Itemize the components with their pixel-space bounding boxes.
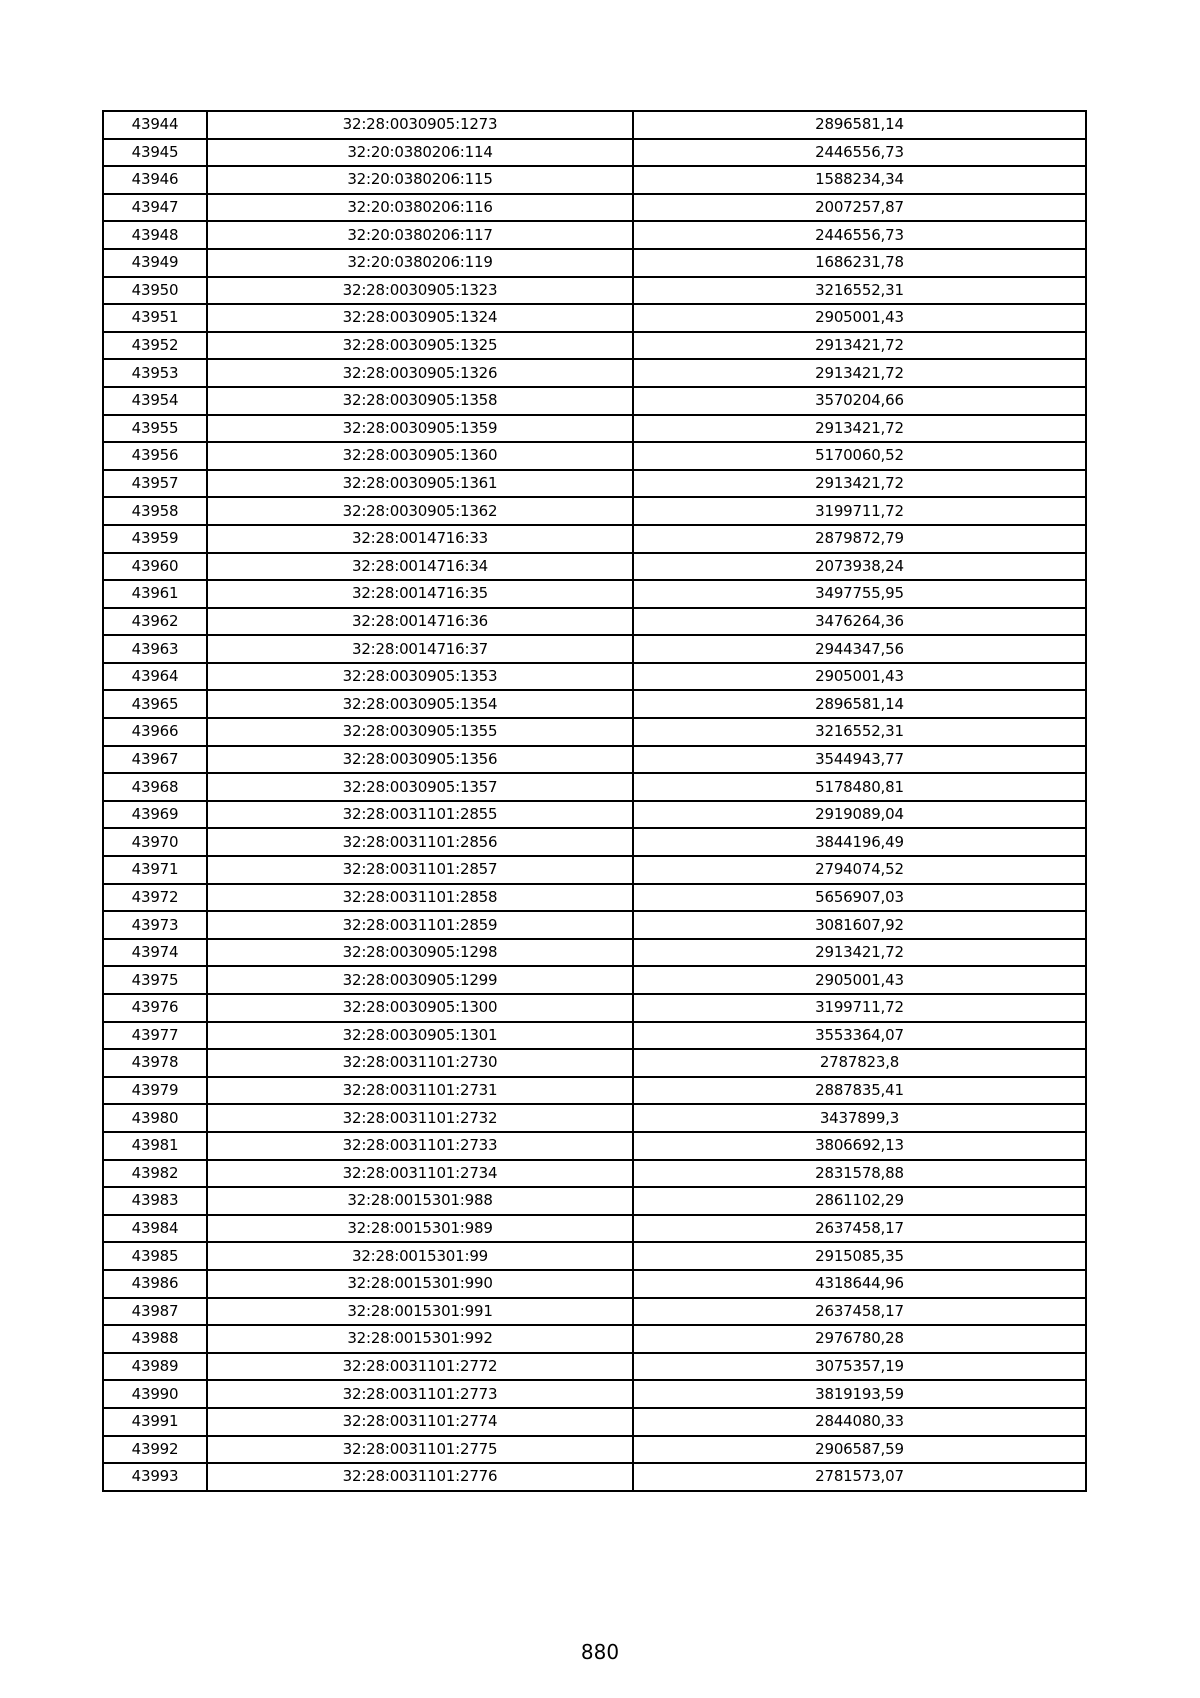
table-row	[103, 249, 1086, 277]
row-number-cell: 43948	[103, 221, 207, 249]
cadastral-number-cell: 32:28:0015301:991	[207, 1298, 633, 1326]
cadastral-number-cell: 32:28:0031101:2773	[207, 1380, 633, 1408]
table-row	[103, 1408, 1086, 1436]
table-row	[103, 1325, 1086, 1353]
table-row	[103, 1049, 1086, 1077]
cadastral-value-cell: 5178480,81	[633, 773, 1086, 801]
cadastral-value-cell: 2919089,04	[633, 801, 1086, 829]
table-row	[103, 111, 1086, 139]
cadastral-value-cell: 2905001,43	[633, 663, 1086, 691]
cadastral-value-cell: 2913421,72	[633, 470, 1086, 498]
row-number-cell: 43990	[103, 1380, 207, 1408]
row-number-cell: 43988	[103, 1325, 207, 1353]
cadastral-number-cell: 32:28:0030905:1323	[207, 277, 633, 305]
cadastral-value-cell: 2861102,29	[633, 1187, 1086, 1215]
table-row	[103, 1242, 1086, 1270]
cadastral-number-cell: 32:28:0030905:1325	[207, 332, 633, 360]
cadastral-number-cell: 32:28:0030905:1360	[207, 442, 633, 470]
row-number-cell: 43955	[103, 415, 207, 443]
cadastral-number-cell: 32:28:0031101:2733	[207, 1132, 633, 1160]
cadastral-value-cell: 2781573,07	[633, 1463, 1086, 1491]
row-number-cell: 43958	[103, 497, 207, 525]
row-number-cell: 43971	[103, 856, 207, 884]
cadastral-value-cell: 2794074,52	[633, 856, 1086, 884]
cadastral-value-cell: 2944347,56	[633, 635, 1086, 663]
cadastral-number-cell: 32:28:0030905:1298	[207, 939, 633, 967]
cadastral-value-cell: 2976780,28	[633, 1325, 1086, 1353]
table-row	[103, 359, 1086, 387]
cadastral-value-cell: 2905001,43	[633, 304, 1086, 332]
cadastral-value-cell: 4318644,96	[633, 1270, 1086, 1298]
table-row	[103, 1463, 1086, 1491]
cadastral-number-cell: 32:28:0030905:1362	[207, 497, 633, 525]
cadastral-number-cell: 32:28:0015301:988	[207, 1187, 633, 1215]
table-row	[103, 856, 1086, 884]
cadastral-number-cell: 32:28:0030905:1326	[207, 359, 633, 387]
cadastral-number-cell: 32:28:0031101:2855	[207, 801, 633, 829]
cadastral-number-cell: 32:28:0031101:2734	[207, 1160, 633, 1188]
table-row	[103, 304, 1086, 332]
table-row	[103, 166, 1086, 194]
table-row	[103, 1104, 1086, 1132]
cadastral-value-cell: 2073938,24	[633, 553, 1086, 581]
cadastral-value-cell: 2906587,59	[633, 1436, 1086, 1464]
cadastral-value-table	[102, 110, 1087, 1492]
table-row	[103, 221, 1086, 249]
cadastral-value-cell: 3199711,72	[633, 994, 1086, 1022]
cadastral-value-cell: 5656907,03	[633, 884, 1086, 912]
row-number-cell: 43947	[103, 194, 207, 222]
cadastral-number-cell: 32:28:0031101:2772	[207, 1353, 633, 1381]
table-row	[103, 773, 1086, 801]
row-number-cell: 43984	[103, 1215, 207, 1243]
cadastral-value-cell: 2637458,17	[633, 1215, 1086, 1243]
cadastral-number-cell: 32:28:0030905:1354	[207, 690, 633, 718]
cadastral-value-cell: 3553364,07	[633, 1022, 1086, 1050]
cadastral-number-cell: 32:28:0030905:1356	[207, 746, 633, 774]
cadastral-number-cell: 32:28:0014716:36	[207, 608, 633, 636]
row-number-cell: 43950	[103, 277, 207, 305]
cadastral-number-cell: 32:28:0014716:33	[207, 525, 633, 553]
cadastral-value-cell: 2896581,14	[633, 690, 1086, 718]
cadastral-value-cell: 2446556,73	[633, 221, 1086, 249]
cadastral-number-cell: 32:20:0380206:117	[207, 221, 633, 249]
cadastral-value-cell: 3075357,19	[633, 1353, 1086, 1381]
table-row	[103, 1270, 1086, 1298]
cadastral-number-cell: 32:28:0031101:2731	[207, 1077, 633, 1105]
row-number-cell: 43967	[103, 746, 207, 774]
table-row	[103, 966, 1086, 994]
cadastral-value-cell: 2007257,87	[633, 194, 1086, 222]
row-number-cell: 43966	[103, 718, 207, 746]
cadastral-number-cell: 32:20:0380206:119	[207, 249, 633, 277]
table-row	[103, 1298, 1086, 1326]
cadastral-number-cell: 32:28:0031101:2858	[207, 884, 633, 912]
table-row	[103, 1022, 1086, 1050]
row-number-cell: 43949	[103, 249, 207, 277]
cadastral-value-cell: 3437899,3	[633, 1104, 1086, 1132]
cadastral-number-cell: 32:28:0014716:37	[207, 635, 633, 663]
row-number-cell: 43962	[103, 608, 207, 636]
cadastral-number-cell: 32:28:0014716:35	[207, 580, 633, 608]
table-row	[103, 1187, 1086, 1215]
row-number-cell: 43975	[103, 966, 207, 994]
row-number-cell: 43985	[103, 1242, 207, 1270]
table-row	[103, 746, 1086, 774]
table-row	[103, 718, 1086, 746]
table-row	[103, 277, 1086, 305]
cadastral-value-cell: 2446556,73	[633, 139, 1086, 167]
table-row	[103, 387, 1086, 415]
cadastral-value-cell: 2913421,72	[633, 332, 1086, 360]
table-row	[103, 608, 1086, 636]
cadastral-value-cell: 2915085,35	[633, 1242, 1086, 1270]
row-number-cell: 43968	[103, 773, 207, 801]
table-row	[103, 911, 1086, 939]
table-row	[103, 442, 1086, 470]
row-number-cell: 43945	[103, 139, 207, 167]
row-number-cell: 43959	[103, 525, 207, 553]
cadastral-value-cell: 2831578,88	[633, 1160, 1086, 1188]
cadastral-value-cell: 2637458,17	[633, 1298, 1086, 1326]
cadastral-number-cell: 32:28:0031101:2859	[207, 911, 633, 939]
cadastral-number-cell: 32:28:0031101:2857	[207, 856, 633, 884]
table-row	[103, 1353, 1086, 1381]
row-number-cell: 43974	[103, 939, 207, 967]
row-number-cell: 43986	[103, 1270, 207, 1298]
cadastral-value-cell: 1588234,34	[633, 166, 1086, 194]
table-row	[103, 553, 1086, 581]
cadastral-value-cell: 2787823,8	[633, 1049, 1086, 1077]
table-row	[103, 663, 1086, 691]
row-number-cell: 43954	[103, 387, 207, 415]
cadastral-value-cell: 3844196,49	[633, 828, 1086, 856]
cadastral-value-cell: 5170060,52	[633, 442, 1086, 470]
table-row	[103, 470, 1086, 498]
row-number-cell: 43965	[103, 690, 207, 718]
cadastral-value-cell: 3476264,36	[633, 608, 1086, 636]
cadastral-number-cell: 32:28:0030905:1355	[207, 718, 633, 746]
row-number-cell: 43969	[103, 801, 207, 829]
row-number-cell: 43951	[103, 304, 207, 332]
row-number-cell: 43946	[103, 166, 207, 194]
cadastral-number-cell: 32:20:0380206:115	[207, 166, 633, 194]
row-number-cell: 43960	[103, 553, 207, 581]
cadastral-value-cell: 3216552,31	[633, 718, 1086, 746]
cadastral-value-cell: 3081607,92	[633, 911, 1086, 939]
table-row	[103, 332, 1086, 360]
row-number-cell: 43952	[103, 332, 207, 360]
cadastral-value-cell: 2879872,79	[633, 525, 1086, 553]
table-row	[103, 994, 1086, 1022]
table-row	[103, 1160, 1086, 1188]
row-number-cell: 43981	[103, 1132, 207, 1160]
row-number-cell: 43978	[103, 1049, 207, 1077]
row-number-cell: 43979	[103, 1077, 207, 1105]
row-number-cell: 43963	[103, 635, 207, 663]
cadastral-number-cell: 32:28:0030905:1357	[207, 773, 633, 801]
cadastral-number-cell: 32:28:0031101:2775	[207, 1436, 633, 1464]
cadastral-number-cell: 32:28:0031101:2730	[207, 1049, 633, 1077]
row-number-cell: 43956	[103, 442, 207, 470]
cadastral-number-cell: 32:28:0030905:1299	[207, 966, 633, 994]
cadastral-number-cell: 32:28:0031101:2774	[207, 1408, 633, 1436]
cadastral-value-cell: 2844080,33	[633, 1408, 1086, 1436]
table-row	[103, 1132, 1086, 1160]
table-row	[103, 497, 1086, 525]
row-number-cell: 43983	[103, 1187, 207, 1215]
table-row	[103, 690, 1086, 718]
table-row	[103, 139, 1086, 167]
table-row	[103, 1436, 1086, 1464]
row-number-cell: 43964	[103, 663, 207, 691]
cadastral-value-cell: 2913421,72	[633, 415, 1086, 443]
cadastral-number-cell: 32:28:0031101:2776	[207, 1463, 633, 1491]
cadastral-number-cell: 32:28:0030905:1300	[207, 994, 633, 1022]
cadastral-number-cell: 32:28:0030905:1324	[207, 304, 633, 332]
cadastral-value-cell: 2913421,72	[633, 939, 1086, 967]
cadastral-value-cell: 3497755,95	[633, 580, 1086, 608]
cadastral-value-cell: 3819193,59	[633, 1380, 1086, 1408]
cadastral-value-cell: 2913421,72	[633, 359, 1086, 387]
table-row	[103, 1077, 1086, 1105]
row-number-cell: 43982	[103, 1160, 207, 1188]
page-number: 880	[580, 1640, 620, 1664]
cadastral-value-table-container	[102, 110, 1085, 1492]
cadastral-number-cell: 32:20:0380206:116	[207, 194, 633, 222]
row-number-cell: 43980	[103, 1104, 207, 1132]
cadastral-value-cell: 2896581,14	[633, 111, 1086, 139]
table-row	[103, 939, 1086, 967]
cadastral-value-cell: 3570204,66	[633, 387, 1086, 415]
table-row	[103, 635, 1086, 663]
table-row	[103, 1380, 1086, 1408]
row-number-cell: 43992	[103, 1436, 207, 1464]
row-number-cell: 43957	[103, 470, 207, 498]
table-body	[103, 111, 1086, 1491]
row-number-cell: 43989	[103, 1353, 207, 1381]
row-number-cell: 43972	[103, 884, 207, 912]
cadastral-value-cell: 2887835,41	[633, 1077, 1086, 1105]
row-number-cell: 43991	[103, 1408, 207, 1436]
cadastral-number-cell: 32:28:0014716:34	[207, 553, 633, 581]
row-number-cell: 43993	[103, 1463, 207, 1491]
cadastral-number-cell: 32:28:0031101:2732	[207, 1104, 633, 1132]
table-row	[103, 1215, 1086, 1243]
cadastral-number-cell: 32:28:0015301:99	[207, 1242, 633, 1270]
cadastral-number-cell: 32:28:0015301:990	[207, 1270, 633, 1298]
row-number-cell: 43953	[103, 359, 207, 387]
table-row	[103, 884, 1086, 912]
cadastral-number-cell: 32:28:0030905:1353	[207, 663, 633, 691]
row-number-cell: 43977	[103, 1022, 207, 1050]
cadastral-number-cell: 32:28:0030905:1359	[207, 415, 633, 443]
row-number-cell: 43973	[103, 911, 207, 939]
cadastral-value-cell: 3544943,77	[633, 746, 1086, 774]
cadastral-number-cell: 32:28:0030905:1361	[207, 470, 633, 498]
table-row	[103, 415, 1086, 443]
cadastral-number-cell: 32:28:0030905:1273	[207, 111, 633, 139]
table-row	[103, 828, 1086, 856]
cadastral-number-cell: 32:28:0031101:2856	[207, 828, 633, 856]
table-row	[103, 194, 1086, 222]
cadastral-number-cell: 32:20:0380206:114	[207, 139, 633, 167]
cadastral-value-cell: 1686231,78	[633, 249, 1086, 277]
table-row	[103, 525, 1086, 553]
cadastral-number-cell: 32:28:0015301:992	[207, 1325, 633, 1353]
cadastral-number-cell: 32:28:0030905:1301	[207, 1022, 633, 1050]
table-row	[103, 580, 1086, 608]
row-number-cell: 43970	[103, 828, 207, 856]
table-row	[103, 801, 1086, 829]
cadastral-value-cell: 3806692,13	[633, 1132, 1086, 1160]
row-number-cell: 43944	[103, 111, 207, 139]
cadastral-value-cell: 2905001,43	[633, 966, 1086, 994]
row-number-cell: 43987	[103, 1298, 207, 1326]
row-number-cell: 43976	[103, 994, 207, 1022]
cadastral-value-cell: 3216552,31	[633, 277, 1086, 305]
cadastral-number-cell: 32:28:0030905:1358	[207, 387, 633, 415]
cadastral-number-cell: 32:28:0015301:989	[207, 1215, 633, 1243]
cadastral-value-cell: 3199711,72	[633, 497, 1086, 525]
row-number-cell: 43961	[103, 580, 207, 608]
